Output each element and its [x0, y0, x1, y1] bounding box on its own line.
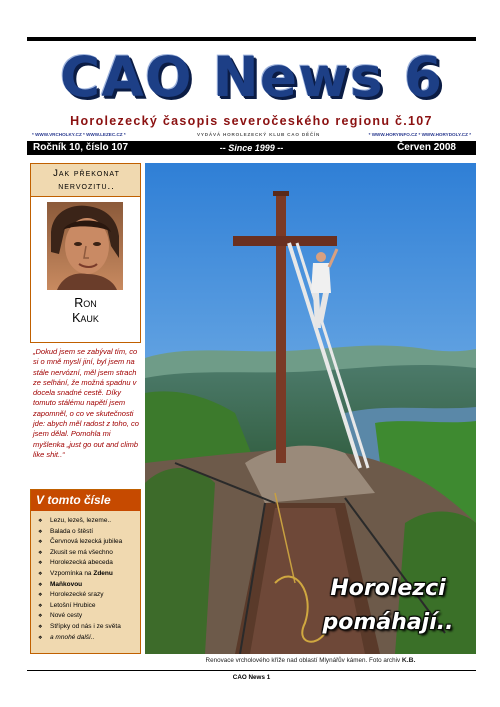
toc-item	[31, 590, 140, 601]
toc-heading	[31, 490, 140, 511]
toc-item	[31, 516, 140, 527]
toc-item	[31, 611, 140, 622]
bullet-icon: ❖	[38, 613, 43, 620]
issue-date: Červen 2008	[397, 142, 456, 153]
masthead-links	[27, 130, 476, 140]
photo-caption	[145, 657, 476, 664]
issue-bar	[27, 141, 476, 155]
bullet-icon: ❖	[38, 570, 43, 577]
toc-item-text: Lezu, lezeš, lezeme..	[50, 517, 112, 524]
feature-name-first: Ron	[74, 296, 97, 310]
toc-item-text: Letošní Hrubice	[50, 601, 96, 609]
toc-item-text: Střípky od nás i ze světa	[50, 622, 121, 630]
bullet-icon: ❖	[38, 518, 43, 524]
toc-list	[31, 516, 140, 643]
link-left[interactable]: * WWW.VRCHOLKY.CZ * WWW.LEZEC.CZ *	[32, 132, 126, 137]
toc-item	[31, 601, 140, 612]
footer-rule	[27, 670, 476, 671]
feature-box	[30, 163, 141, 343]
photo-credit: K.B.	[401, 657, 416, 664]
issue-number: Ročník 10, číslo 107	[33, 142, 129, 153]
toc-item	[31, 537, 140, 548]
toc-item-text: Červnová lezecká jubilea	[50, 538, 123, 546]
toc-item-text: Horolezecká abeceda	[50, 559, 113, 567]
toc-item-italic: a mnohé další..	[50, 633, 95, 641]
toc-item-text: Zkusit se má všechno	[50, 548, 113, 556]
toc-item	[31, 558, 140, 569]
bullet-icon: ❖	[38, 602, 43, 609]
toc-item	[31, 633, 140, 644]
bullet-icon: ❖	[38, 634, 43, 641]
issue-since: -- Since 1999 --	[219, 143, 284, 153]
toc-item	[31, 527, 140, 538]
cover-headline	[300, 572, 476, 640]
photo-caption-text: Renovace vrcholového kříže nad oblastí Mlynářův kámen. Foto archiv	[205, 657, 402, 664]
magazine-subtitle: Horolezecký časopis severočeského regionu č.107	[70, 114, 433, 128]
toc-item-text: Vzpomínka na	[50, 569, 94, 577]
feature-person-name	[31, 296, 140, 326]
toc-item-bold: Maňkovou	[50, 580, 83, 588]
feature-header	[31, 164, 140, 197]
bullet-icon: ❖	[38, 539, 43, 546]
portrait-photo	[47, 202, 123, 290]
bullet-icon: ❖	[38, 549, 43, 556]
link-right[interactable]: * WWW.HORYINFO.CZ * WWW.HORYDOLY.CZ *	[368, 132, 471, 137]
toc-item	[31, 580, 140, 591]
table-of-contents	[30, 489, 141, 654]
bullet-icon: ❖	[38, 592, 43, 599]
bullet-icon: ❖	[38, 560, 43, 567]
magazine-title: CAO News 6	[59, 45, 444, 109]
publisher-line: VYDÁVÁ HOROLEZECKÝ KLUB CAO DĚČÍN	[197, 132, 321, 137]
bullet-icon: ❖	[38, 623, 43, 630]
toc-item	[31, 569, 140, 580]
feature-quote: „Dokud jsem se zabýval tím, co si o mně myslí jiní, byl jsem na stále nervózní, měl jsem strach ze selhání, že možná spadnu v docela snadné cestě. Díky tomuto stálému napětí jsem zapomněl, o co ve skutečnosti jde: abych měl radost z toho, co jsem dělal. Pomohla mi myšlenka „just go out and climb like shit..“	[33, 347, 139, 459]
toc-item-text: Horolezecké srazy	[50, 591, 104, 599]
cover-headline-line2: pomáhají..	[322, 610, 454, 635]
cover-headline-line1: Horolezci	[330, 576, 446, 601]
feature-name-last: Kauk	[72, 311, 99, 325]
toc-item-text: Balada o štěstí	[50, 527, 93, 535]
feature-headline: Jak překonat nervozitu..	[53, 168, 120, 192]
bullet-icon: ❖	[38, 528, 43, 535]
toc-item	[31, 548, 140, 559]
masthead-rule	[27, 37, 476, 41]
bullet-icon: ❖	[38, 581, 43, 588]
toc-item-text: Nové cesty	[50, 612, 83, 620]
toc-item-bold: Zdenu	[93, 569, 113, 577]
toc-heading-text: V tomto čísle	[36, 493, 111, 507]
page-footer: CAO News 1	[232, 674, 271, 681]
toc-item	[31, 622, 140, 633]
